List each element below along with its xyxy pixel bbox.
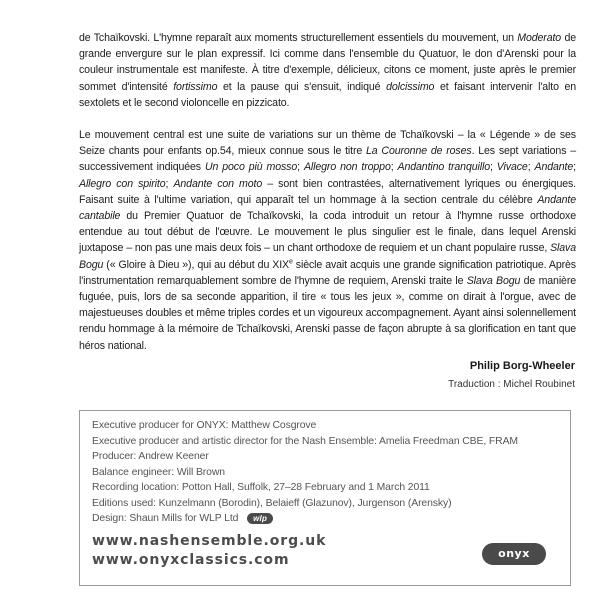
wlp-logo: wlp	[247, 513, 273, 524]
credit-line: Executive producer for ONYX: Matthew Cosgrove	[92, 420, 317, 431]
design-credit: Design: Shaun Mills for WLP Ltd	[92, 513, 239, 524]
website-urls	[92, 532, 326, 570]
onyx-logo: onyx	[482, 543, 546, 565]
credit-line: Executive producer and artistic director for the Nash Ensemble: Amelia Freedman CBE, FRAM	[92, 435, 518, 447]
essay-paragraph-2: Le mouvement central est une suite de variations sur un thème de Tchaïkovski – la « Légende » de ses Seize chants pour enfants op.54, mieux connue sous le titre La Couronne de roses. Les sept variations – successivement indiquées Un poco più mosso; Allegro non troppo; Andantino tranquillo; Vivace; Andante; Allegro con spirito; Andante con moto – sont bien contrastées, alternativement lyriques ou énergiques. Faisant suite à l'ultime variation, qui apparaît tel un hommage à la section centrale du célèbre Andante cantabile du Premier Quatuor de Tchaïkovski, la coda introduit un retour à l'hymne russe orthodoxe entendue au tout début de l'œuvre. Le mouvement le plus singulier est le finale, dans lequel Arenski juxtapose – non pas une mais deux fois – un chant orthodoxe de requiem et un chant populaire russe, Slava Bogu (« Gloire à Dieu »), qui au début du XIXe siècle avait acquis une grande signification patriotique. Après l'instrumentation remarquablement sombre de l'hymne de requiem, Arenski traite le Slava Bogu de manière fuguée, puis, lors de sa seconde apparition, il tire « tous les jeux », comme on dirait à l'orgue, avec de majestueuses doubles et même triples cordes et un vigoureux accompagnement. Ayant ainsi solennellement rendu hommage à la mémoire de Tchaïkovski, Arenski passe de façon abrupte à sa glorification en tant que héros national.	[79, 129, 577, 352]
credit-line: Recording location: Potton Hall, Suffolk, 27–28 February and 1 March 2011	[92, 482, 430, 493]
credits-list	[92, 418, 518, 527]
essay-paragraph-1: de Tchaïkovski. L'hymne reparaît aux moments structurellement essentiels du mouvement, un Moderato de grande envergure sur le plan expressif. Ici comme dans l'ensemble du Quatuor, le don d'Arenski pour la couleur instrumentale est manifeste. À titre d'exemple, délicieux, citons ce moment, juste après le premier sommet d'intensité fortissimo et la pause qui s'ensuit, indiqué dolcissimo et faisant intervenir l'alto en sextolets et le second violoncelle en pizzicato.	[79, 32, 577, 109]
credit-line: Balance engineer: Will Brown	[92, 466, 225, 478]
essay-text	[79, 30, 576, 354]
url-onyx-classics: www.onyxclassics.com	[92, 552, 290, 568]
signature-block	[448, 358, 575, 393]
credit-line-design	[92, 511, 518, 527]
author-name: Philip Borg-Wheeler	[469, 360, 575, 372]
credit-line: Editions used: Kunzelmann (Borodin), Belaieff (Glazunov), Jurgenson (Arensky)	[92, 497, 452, 509]
credit-line: Producer: Andrew Keener	[92, 451, 209, 462]
url-nash-ensemble: www.nashensemble.org.uk	[92, 533, 327, 549]
translator-credit: Traduction : Michel Roubinet	[448, 379, 575, 390]
